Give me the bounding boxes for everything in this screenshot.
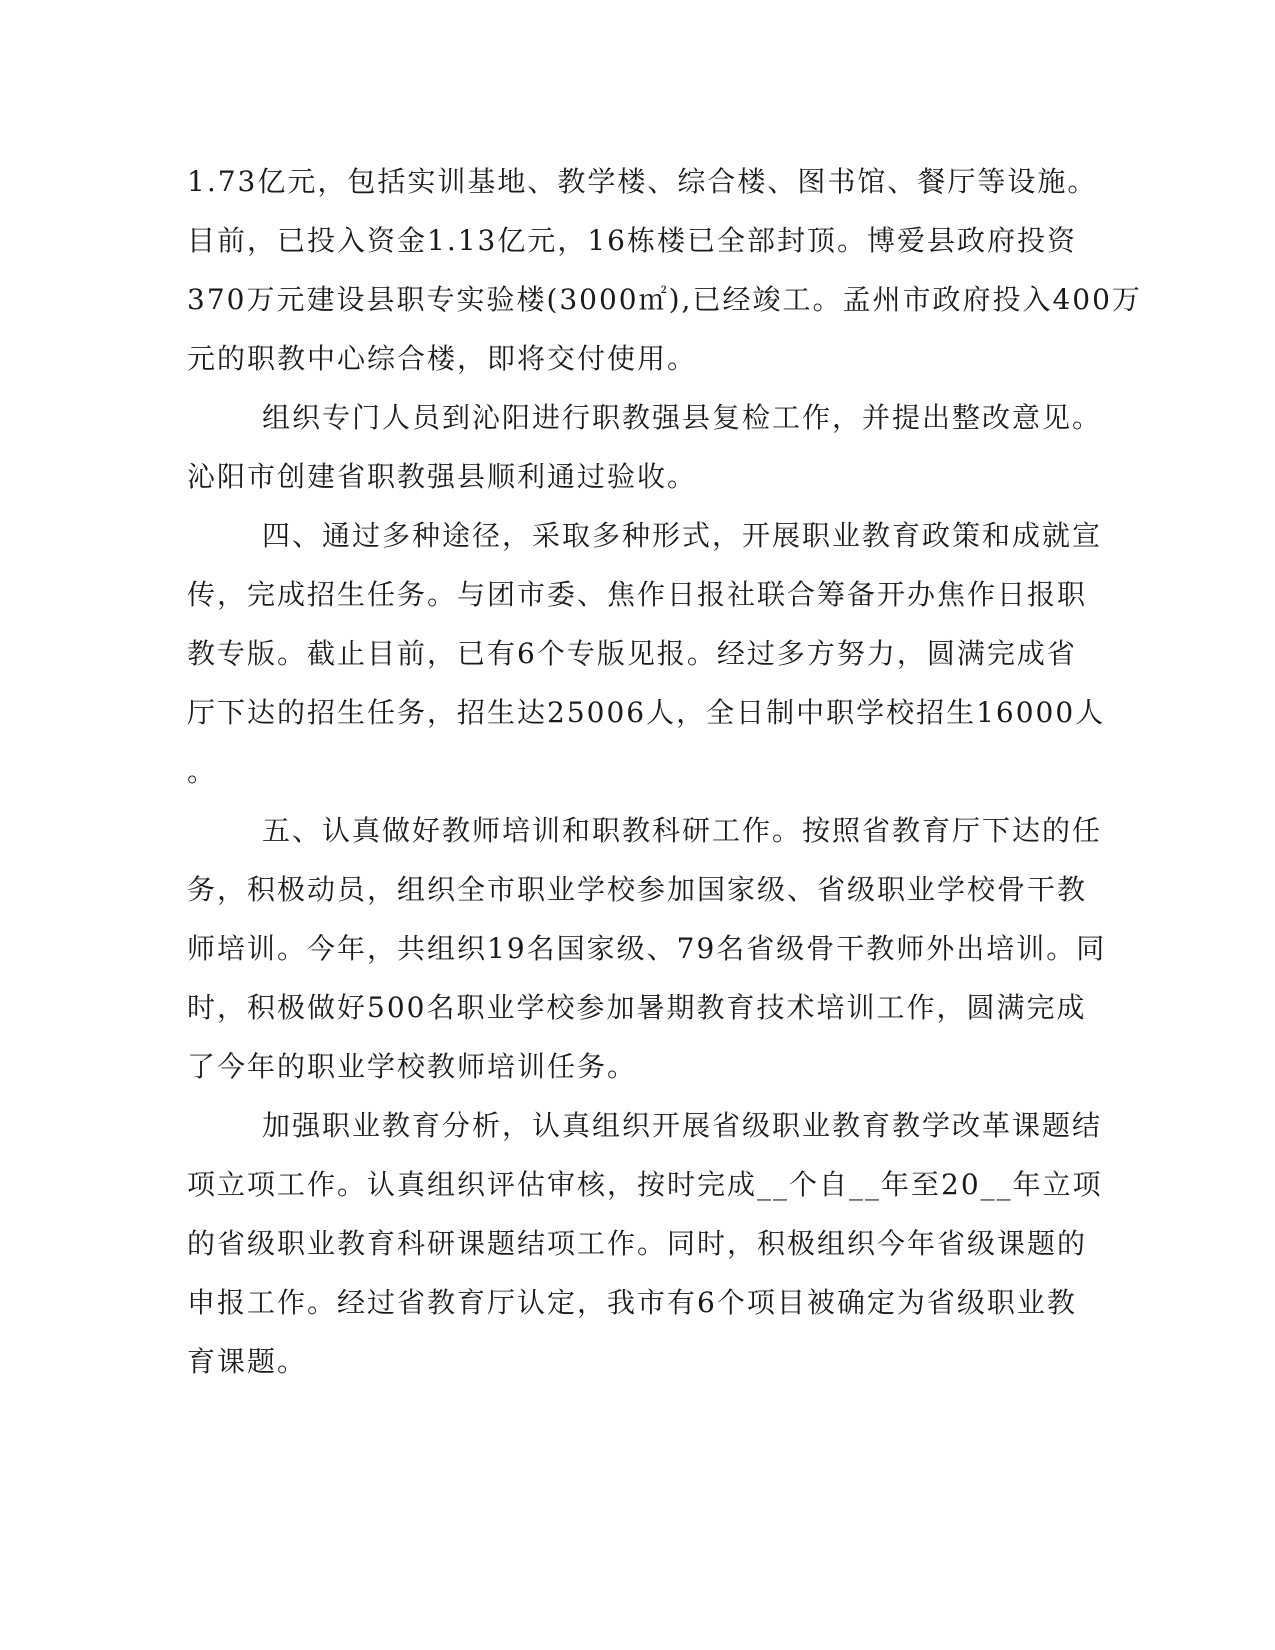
paragraph-first-line: 加强职业教育分析，认真组织开展省级职业教育教学改革课题结 [262, 1109, 1103, 1142]
text-line: 师培训。今年，共组织19名国家级、79名省级骨干教师外出培训。同 [187, 932, 1107, 965]
section-heading-5: 五、认真做好教师培训和职教科研工作。按照省教育厅下达的任 [262, 814, 1103, 847]
text-line: 的省级职业教育科研课题结项工作。同时，积极组织今年省级课题的 [187, 1227, 1088, 1260]
text-line: 目前，已投入资金1.13亿元，16栋楼已全部封顶。博爱县政府投资 [187, 224, 1077, 257]
text-line: 传，完成招生任务。与团市委、焦作日报社联合筹备开办焦作日报职 [187, 578, 1088, 611]
text-line: 教专版。截止目前，已有6个专版见报。经过多方努力，圆满完成省 [187, 637, 1077, 670]
text-line: 了今年的职业学校教师培训任务。 [187, 1050, 638, 1083]
text-line: 育课题。 [187, 1345, 308, 1378]
text-line: 。 [187, 755, 218, 788]
text-line: 务，积极动员，组织全市职业学校参加国家级、省级职业学校骨干教 [187, 873, 1088, 906]
text-line: 沁阳市创建省职教强县顺利通过验收。 [187, 460, 698, 493]
text-line: 时，积极做好500名职业学校参加暑期教育技术培训工作，圆满完成 [187, 991, 1087, 1024]
text-line: 370万元建设县职专实验楼(3000㎡),已经竣工。孟州市政府投入400万 [187, 283, 1142, 316]
text-line: 1.73亿元，包括实训基地、教学楼、综合楼、图书馆、餐厅等设施。 [187, 165, 1098, 198]
paragraph-first-line: 组织专门人员到沁阳进行职教强县复检工作，并提出整改意见。 [262, 401, 1103, 434]
text-line: 项立项工作。认真组织评估审核，按时完成__个自__年至20__年立项 [187, 1168, 1103, 1201]
text-line: 厅下达的招生任务，招生达25006人，全日制中职学校招生16000人 [187, 696, 1106, 729]
text-line: 申报工作。经过省教育厅认定，我市有6个项目被确定为省级职业教 [187, 1286, 1077, 1319]
text-line: 元的职教中心综合楼，即将交付使用。 [187, 342, 698, 375]
section-heading-4: 四、通过多种途径，采取多种形式，开展职业教育政策和成就宣 [262, 519, 1103, 552]
